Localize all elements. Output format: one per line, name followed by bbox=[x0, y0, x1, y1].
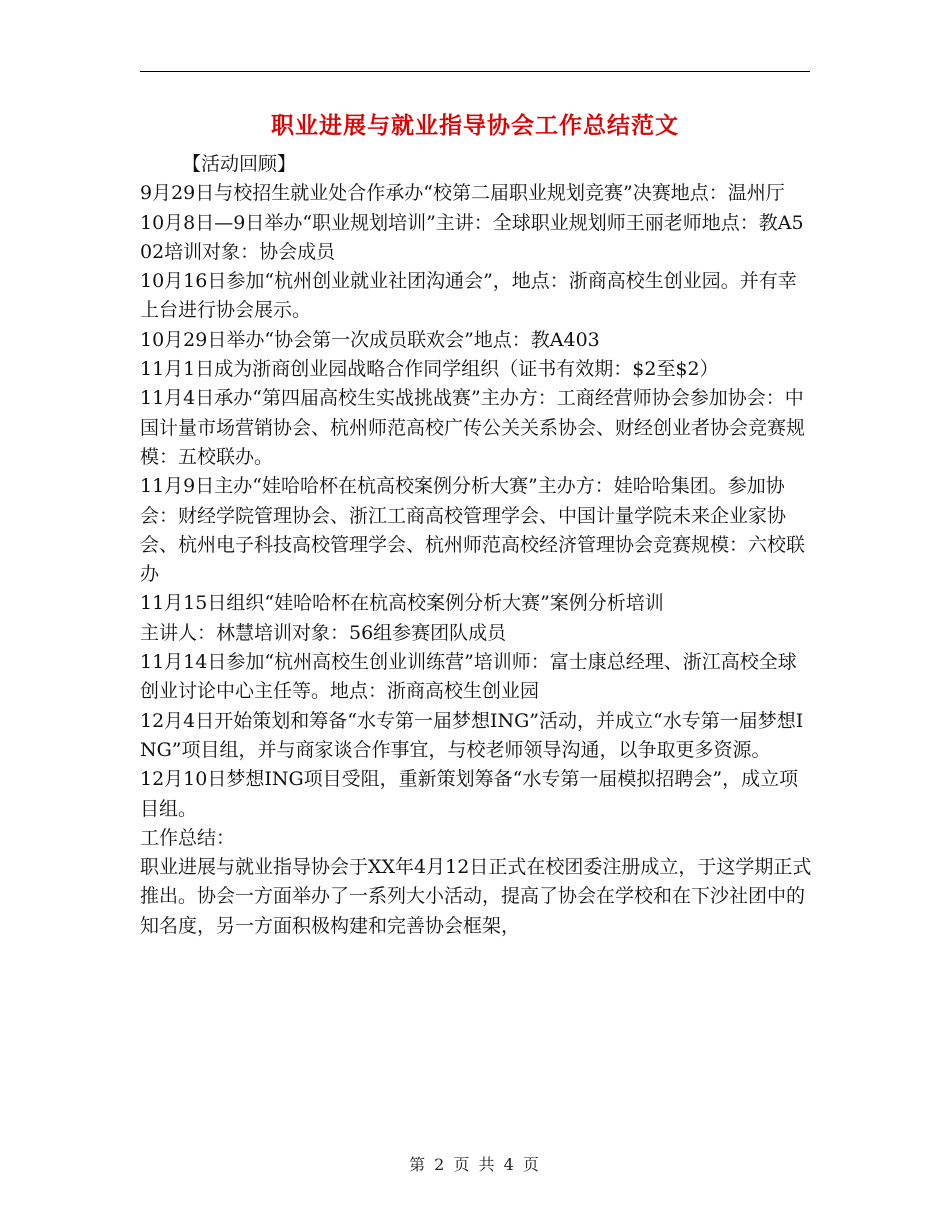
paragraph: 职业进展与就业指导协会于XX年4月12日正式在校团委注册成立，于这学期正式推出。协会一方面举办了一系列大小活动，提高了协会在学校和在下沙社团中的知名度，另一方面积极构建和完善协会框架， bbox=[140, 856, 812, 937]
paragraph: 11月4日承办“第四届高校生实战挑战赛”主办方：工商经营师协会参加协会：中国计量市场营销协会、杭州师范高校广传公关关系协会、财经创业者协会竞赛规模：五校联办。 bbox=[140, 387, 806, 468]
paragraph: 12月4日开始策划和筹备“水专第一届梦想ING”活动，并成立“水专第一届梦想ING”项目组，并与商家谈合作事宜，与校老师领导沟通，以争取更多资源。 bbox=[140, 709, 804, 761]
document-title: 职业进展与就业指导协会工作总结范文 bbox=[271, 112, 679, 139]
paragraph: 10月16日参加“杭州创业就业社团沟通会”，地点：浙商高校生创业园。并有幸上台进行协会展示。 bbox=[140, 270, 797, 322]
section-heading: 【活动回顾】 bbox=[182, 153, 297, 175]
paragraph: 主讲人：林慧培训对象：56组参赛团队成员 bbox=[140, 621, 507, 644]
paragraph: 9月29日与校招生就业处合作承办“校第二届职业规划竞赛”决赛地点：温州厅 bbox=[140, 182, 785, 205]
paragraph: 工作总结： bbox=[140, 826, 236, 849]
paragraph: 10月8日—9日举办“职业规划培训”主讲：全球职业规划师王丽老师地点：教A502培训对象：协会成员 bbox=[140, 211, 804, 263]
paragraph: 10月29日举办“协会第一次成员联欢会”地点：教A403 bbox=[140, 328, 600, 351]
paragraph: 11月9日主办“娃哈哈杯在杭高校案例分析大赛”主办方：娃哈哈集团。参加协会：财经学院管理协会、浙江工商高校管理学会、中国计量学院未来企业家协会、杭州电子科技高校管理学会、杭州师范高校经济管理协会竞赛规模：六校联办 bbox=[140, 475, 806, 586]
paragraph: 12月10日梦想ING项目受阻，重新策划筹备“水专第一届模拟招聘会”，成立项目组。 bbox=[140, 768, 799, 820]
header-rule bbox=[140, 71, 810, 72]
page-number-footer: 第 2 页 共 4 页 bbox=[409, 1155, 541, 1174]
paragraph: 11月1日成为浙商创业园战略合作同学组织（证书有效期：$2至$2） bbox=[140, 358, 719, 381]
document-body bbox=[140, 150, 812, 941]
paragraph: 11月15日组织“娃哈哈杯在杭高校案例分析大赛”案例分析培训 bbox=[140, 592, 664, 615]
paragraph: 11月14日参加“杭州高校生创业训练营”培训师：富士康总经理、浙江高校全球创业讨论中心主任等。地点：浙商高校生创业园 bbox=[140, 651, 797, 703]
